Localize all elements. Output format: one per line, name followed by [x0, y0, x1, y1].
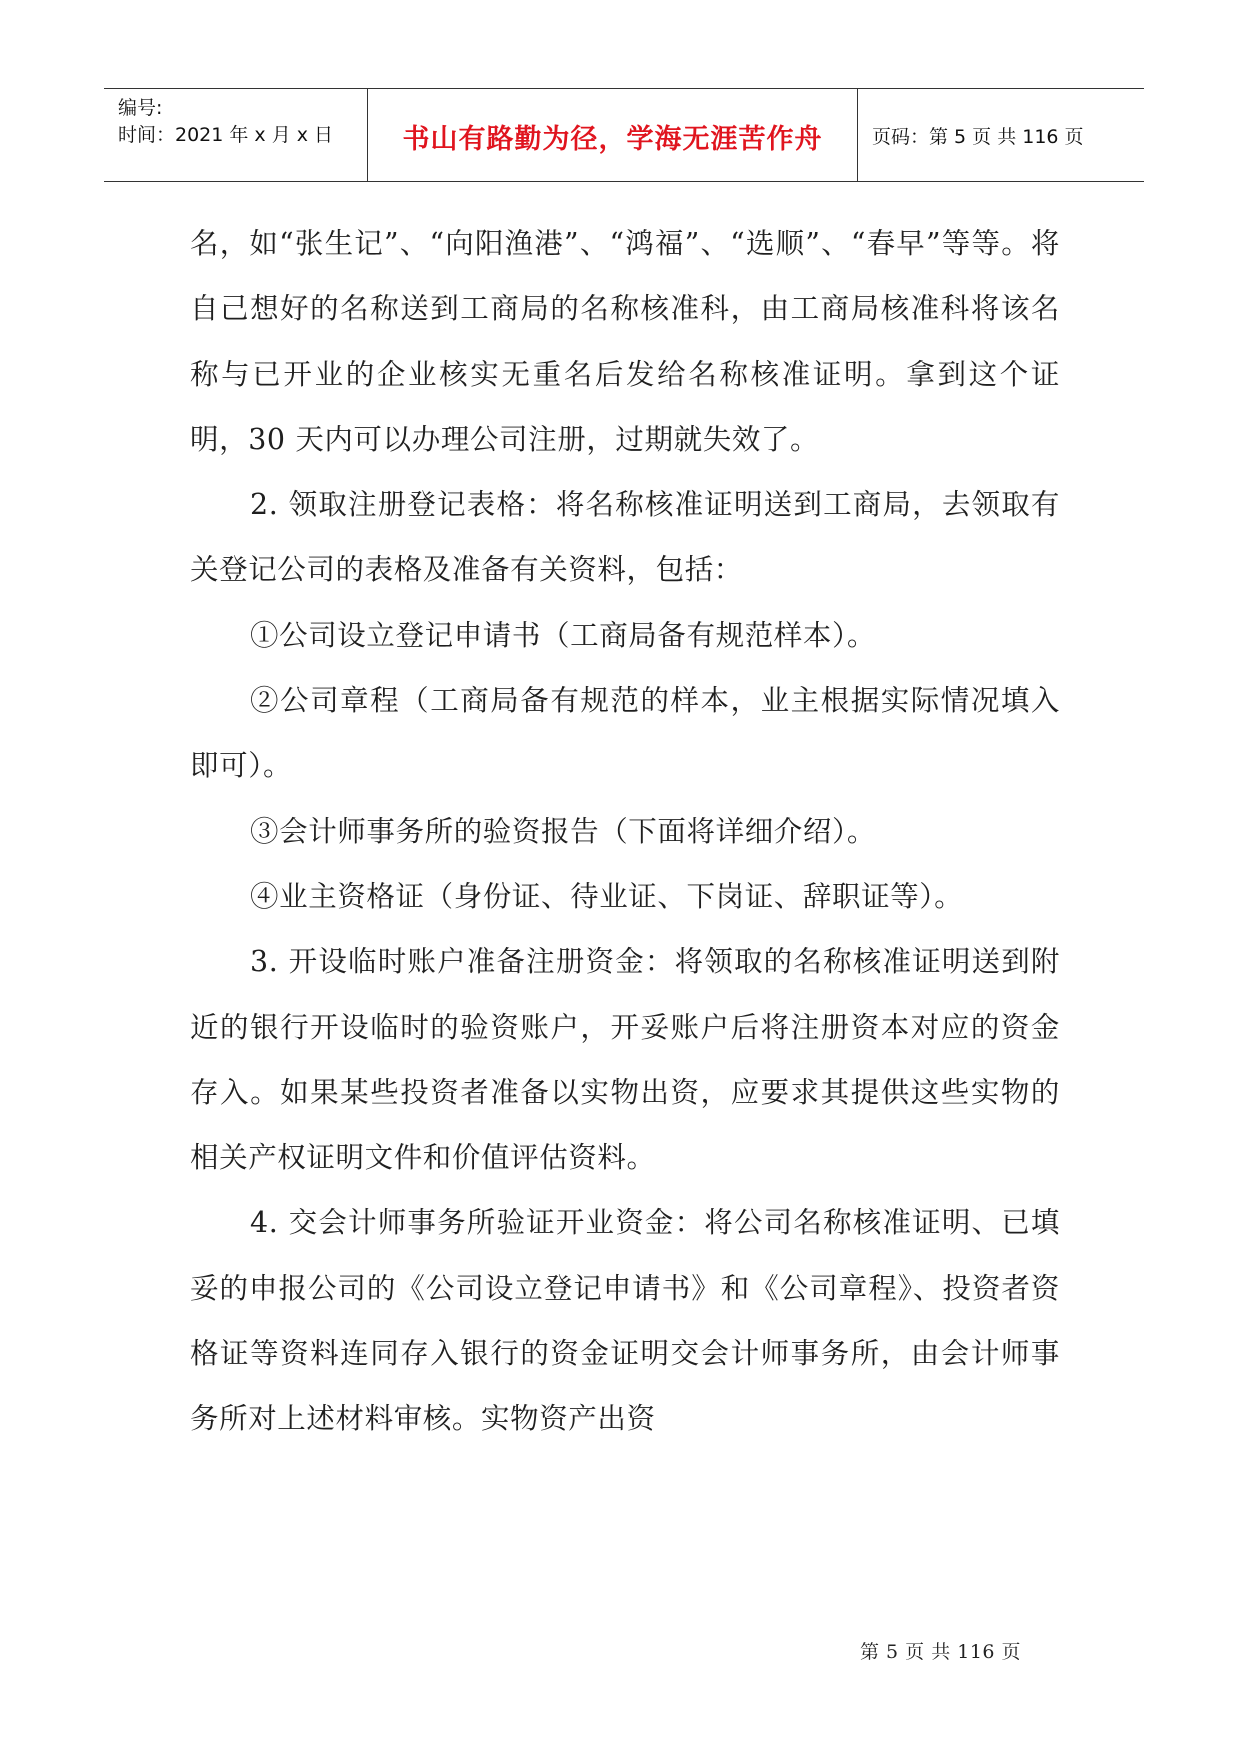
list-item-audit-report: ③会计师事务所的验资报告（下面将详细介绍）。 — [250, 814, 876, 848]
header-page-cell — [858, 89, 1144, 181]
document-body — [190, 211, 1060, 1452]
header-motto: 书山有路勤为径，学海无涯苦作舟 — [402, 123, 823, 155]
paragraph-step-2: 2. 领取注册登记表格：将名称核准证明送到工商局，去领取有关登记公司的表格及准备有关资料，包括： — [190, 488, 1060, 587]
list-item-application-form: ①公司设立登记申请书（工商局备有规范样本）。 — [250, 618, 876, 652]
header-info-cell — [104, 89, 368, 181]
page-header — [104, 88, 1144, 182]
paragraph-name-examples: 名，如“张生记”、“向阳渔港”、“鸿福”、“选顺”、“春早”等等。将自己想好的名称送到工商局的名称核准科，由工商局核准科将该名称与已开业的企业核实无重名后发给名称核准证明。拿到这个证明，30 天内可以办理公司注册，过期就失效了。 — [190, 227, 1060, 456]
paragraph-step-4: 4. 交会计师事务所验证开业资金：将公司名称核准证明、已填妥的申报公司的《公司设立登记申请书》和《公司章程》、投资者资格证等资料连同存入银行的资金证明交会计师事务所，由会计师事务所对上述材料审核。实物资产出资 — [190, 1206, 1060, 1436]
page-footer: 第 5 页 共 116 页 — [860, 1641, 1022, 1663]
document-number-label: 编号: — [118, 97, 163, 119]
list-item-company-charter: ②公司章程（工商局备有规范的样本，业主根据实际情况填入即可）。 — [190, 684, 1060, 783]
document-time-label: 时间：2021 年 x 月 x 日 — [118, 124, 334, 146]
header-motto-cell — [368, 89, 858, 181]
header-page-number: 页码：第 5 页 共 116 页 — [872, 125, 1084, 148]
paragraph-step-3: 3. 开设临时账户准备注册资金：将领取的名称核准证明送到附近的银行开设临时的验资账户，开妥账户后将注册资本对应的资金存入。如果某些投资者准备以实物出资，应要求其提供这些实物的相关产权证明文件和价值评估资料。 — [190, 945, 1060, 1175]
list-item-owner-certificate: ④业主资格证（身份证、待业证、下岗证、辞职证等）。 — [250, 879, 964, 913]
